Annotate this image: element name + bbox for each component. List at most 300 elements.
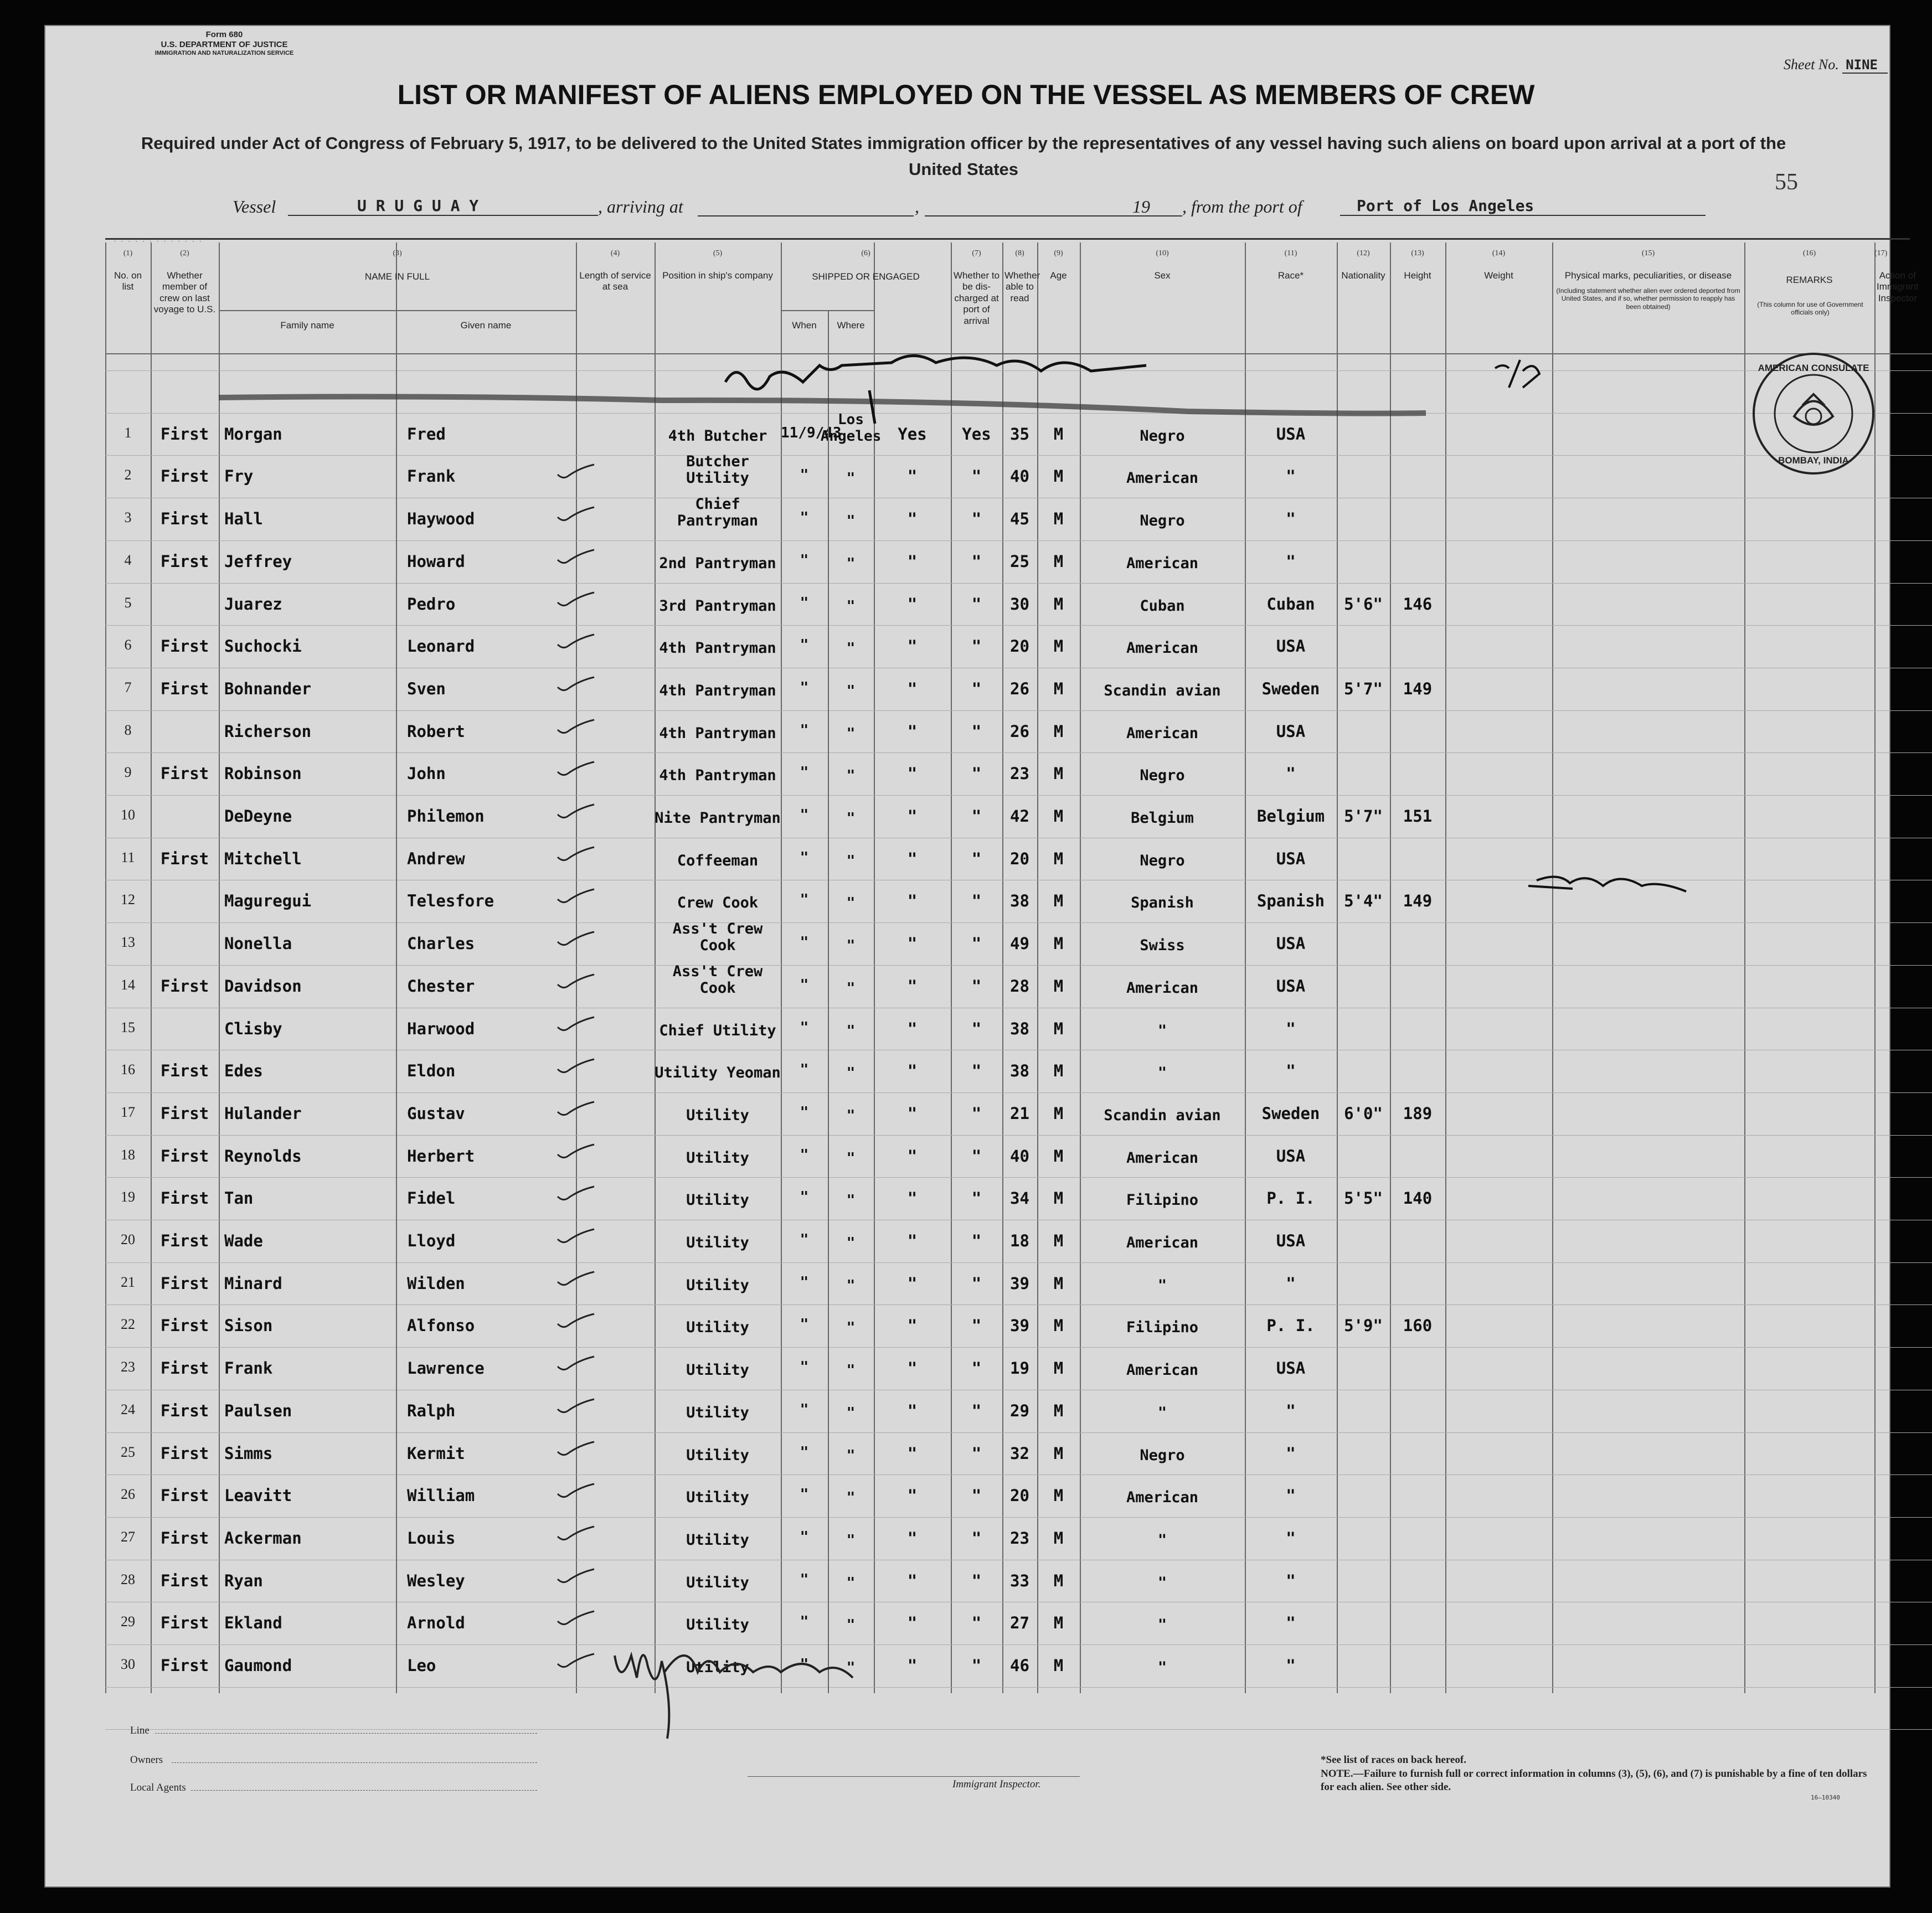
cell-d: "	[907, 467, 918, 486]
cell-nat: USA	[1276, 849, 1306, 868]
cell-f: Davidson	[224, 976, 302, 996]
cell-wh: "	[846, 1617, 856, 1634]
signature-stroke	[615, 1655, 853, 1739]
footnote-text: NOTE.—Failure to furnish full or correct information in columns (3), (5), (6), and (7) is punishable by a fine of ten dollars for each alien. See other side.	[1321, 1767, 1867, 1793]
cell-w: "	[800, 1189, 809, 1206]
cell-h: 5'6"	[1344, 594, 1383, 613]
cell-w: "	[800, 1571, 809, 1588]
cell-n: 28	[121, 1571, 135, 1587]
page-number: 55	[1775, 169, 1798, 195]
cell-w: "	[800, 1359, 809, 1376]
cell-w: "	[800, 679, 809, 696]
cell-a: 40	[1010, 1146, 1029, 1166]
cell-f: Suchocki	[224, 637, 302, 656]
cell-a: 20	[1010, 1486, 1029, 1505]
column-number-13: (13)	[1411, 249, 1424, 257]
cell-m: First	[160, 1613, 209, 1633]
cell-w: "	[800, 1019, 809, 1036]
subheader-where: Where	[837, 320, 865, 331]
cell-w: "	[800, 891, 809, 909]
cell-race: Filipino	[1126, 1319, 1199, 1337]
cell-wh: Los Angeles	[820, 411, 882, 445]
from-port: Port of Los Angeles	[1340, 197, 1706, 216]
page-title: LIST OR MANIFEST OF ALIENS EMPLOYED ON THE VESSEL AS MEMBERS OF CREW	[397, 79, 1535, 110]
cell-wh: "	[846, 1065, 856, 1082]
cell-w: "	[800, 1273, 809, 1291]
cell-p: 4th Pantryman	[659, 724, 776, 742]
cell-n: 3	[124, 509, 132, 526]
cell-m: First	[160, 424, 209, 444]
cell-r: "	[971, 1019, 982, 1038]
cell-w: "	[800, 764, 809, 781]
cell-r: "	[971, 509, 982, 529]
cell-nat: P. I.	[1266, 1316, 1315, 1336]
cell-n: 19	[121, 1189, 135, 1205]
cell-wt: 151	[1403, 807, 1433, 826]
cell-f: Fry	[224, 467, 254, 486]
cell-g: Andrew	[407, 849, 465, 868]
cell-nat: USA	[1276, 976, 1306, 996]
cell-s: M	[1053, 1231, 1064, 1250]
footnote	[1321, 1754, 1874, 1795]
cell-wh: "	[846, 852, 856, 869]
cell-race: Scandin avian	[1104, 1106, 1221, 1124]
cell-race: Cuban	[1140, 597, 1185, 615]
footnote-races: *See list of races on back hereof.	[1321, 1754, 1466, 1766]
cell-race: Spanish	[1131, 894, 1194, 912]
cell-s: M	[1053, 1359, 1064, 1378]
cell-g: Arnold	[407, 1613, 465, 1633]
cell-r: "	[971, 1656, 982, 1675]
cell-n: 1	[124, 424, 132, 441]
cell-wh: "	[846, 1532, 856, 1549]
cell-p: Utility Yeoman	[655, 1064, 781, 1082]
cell-s: M	[1053, 1316, 1064, 1336]
cell-race: "	[1157, 1022, 1167, 1039]
cell-f: Ackerman	[224, 1528, 302, 1548]
cell-wh: "	[846, 513, 856, 530]
column-number-15: (15)	[1641, 249, 1655, 257]
cell-nat: USA	[1276, 424, 1306, 444]
inspector-signature-line	[748, 1776, 1080, 1777]
cell-race: Negro	[1140, 512, 1185, 530]
column-header-read: Whether able to read	[1004, 270, 1040, 303]
cell-s: M	[1053, 849, 1064, 868]
cell-d: "	[907, 807, 918, 826]
column-number-2: (2)	[180, 249, 189, 257]
cell-r: "	[971, 1401, 982, 1420]
column-number-16: (16)	[1802, 249, 1816, 257]
cell-r: "	[971, 1104, 982, 1123]
cell-g: Gustav	[407, 1104, 465, 1123]
cell-a: 23	[1010, 764, 1029, 783]
cell-race: "	[1157, 1404, 1167, 1421]
cell-r: "	[971, 1189, 982, 1208]
cell-p: Chief Pantryman	[677, 496, 759, 530]
cell-race: "	[1157, 1531, 1167, 1549]
action-note: (This column for use of Government officials only)	[1757, 301, 1863, 317]
cell-r: "	[971, 891, 982, 911]
cell-a: 32	[1010, 1443, 1029, 1463]
cell-p: 2nd Pantryman	[659, 554, 776, 572]
cell-wh: "	[846, 1489, 856, 1507]
cell-g: Frank	[407, 467, 456, 486]
cell-race: American	[1126, 640, 1199, 657]
cell-d: "	[907, 509, 918, 529]
cell-w: "	[800, 1443, 809, 1461]
cell-d: "	[907, 1656, 918, 1675]
cell-r: "	[971, 764, 982, 783]
cell-d: "	[907, 1273, 918, 1293]
cell-nat: Sweden	[1261, 679, 1320, 698]
column-header-height: Height	[1404, 270, 1431, 281]
cell-s: M	[1053, 424, 1064, 444]
cell-d: "	[907, 934, 918, 953]
cell-race: Negro	[1140, 852, 1185, 869]
cell-nat: Cuban	[1266, 594, 1315, 613]
cell-s: M	[1053, 1401, 1064, 1420]
cell-m: First	[160, 1656, 209, 1675]
cell-g: Wesley	[407, 1571, 465, 1590]
cell-g: Telesfore	[407, 891, 494, 911]
printer-mark: · · · · · · · · · · · · ·	[114, 239, 203, 245]
cell-d: "	[907, 1571, 918, 1590]
column-header-action: Action of Immigrant Inspector	[1877, 270, 1919, 303]
cell-s: M	[1053, 594, 1064, 613]
cell-race: "	[1157, 1574, 1167, 1591]
sheet-value: NINE	[1842, 57, 1888, 74]
handwriting-stroke	[1528, 877, 1686, 891]
cell-wh: "	[846, 937, 856, 955]
cell-p: 4th Pantryman	[659, 682, 776, 699]
cell-f: Paulsen	[224, 1401, 292, 1420]
column-header-nationality: Nationality	[1341, 270, 1385, 281]
cell-r: "	[971, 1061, 982, 1081]
cell-r: "	[971, 934, 982, 953]
cell-m: First	[160, 1273, 209, 1293]
cell-nat: USA	[1276, 1231, 1306, 1250]
column-number-10: (10)	[1156, 249, 1169, 257]
column-number-4: (4)	[610, 249, 620, 257]
form-number: Form 680	[205, 30, 243, 39]
from-label: , from the port of	[1182, 197, 1302, 216]
cell-n: 4	[124, 551, 132, 568]
cell-n: 9	[124, 764, 132, 781]
cell-p: Utility	[686, 1531, 749, 1549]
cell-p: Ass't Crew Cook	[672, 920, 763, 955]
service: IMMIGRATION AND NATURALIZATION SERVICE	[154, 50, 294, 56]
cell-p: Crew Cook	[677, 894, 759, 912]
cell-p: Utility	[686, 1446, 749, 1464]
cell-wh: "	[846, 1404, 856, 1421]
footer-agents-label: Local Agents	[130, 1782, 186, 1793]
cell-d: "	[907, 1146, 918, 1166]
strike-through-line	[219, 396, 1426, 413]
cell-f: Ryan	[224, 1571, 263, 1590]
column-header-member: Whether member of crew on last voyage to U.S.	[153, 270, 216, 315]
cell-a: 35	[1010, 424, 1029, 444]
cell-a: 23	[1010, 1528, 1029, 1548]
cell-n: 16	[121, 1061, 135, 1078]
cell-s: M	[1053, 509, 1064, 529]
cell-nat: USA	[1276, 1359, 1306, 1378]
cell-race: Filipino	[1126, 1192, 1199, 1209]
cell-nat: "	[1286, 1656, 1296, 1675]
cell-wh: "	[846, 810, 856, 827]
column-number-7: (7)	[972, 249, 981, 257]
footer-owners-label: Owners	[130, 1754, 163, 1766]
cell-s: M	[1053, 467, 1064, 486]
cell-race: American	[1126, 554, 1199, 572]
cell-wh: "	[846, 1107, 856, 1124]
cell-d: "	[907, 721, 918, 741]
cell-p: 3rd Pantryman	[659, 597, 776, 615]
cell-a: 18	[1010, 1231, 1029, 1250]
cell-s: M	[1053, 891, 1064, 911]
column-header-name: NAME IN FULL	[364, 271, 430, 282]
cell-wh: "	[846, 1447, 856, 1464]
cell-nat: USA	[1276, 934, 1306, 953]
cell-p: Utility	[686, 1659, 749, 1676]
cell-a: 49	[1010, 934, 1029, 953]
cell-n: 6	[124, 637, 132, 653]
footer-owners-field	[172, 1762, 537, 1763]
cell-race: American	[1126, 1149, 1199, 1167]
cell-w: "	[800, 594, 809, 611]
cell-p: Utility	[686, 1574, 749, 1591]
department: U.S. DEPARTMENT OF JUSTICE	[161, 40, 288, 49]
cell-d: "	[907, 1359, 918, 1378]
cell-f: Gaumond	[224, 1656, 292, 1675]
cell-g: William	[407, 1486, 475, 1505]
cell-n: 2	[124, 467, 132, 483]
cell-nat: USA	[1276, 721, 1306, 741]
cell-g: Howard	[407, 551, 465, 571]
cell-g: Alfonso	[407, 1316, 475, 1336]
cell-r: "	[971, 1273, 982, 1293]
cell-n: 12	[121, 891, 135, 908]
cell-w: "	[800, 934, 809, 951]
cell-a: 39	[1010, 1316, 1029, 1336]
cell-d: "	[907, 849, 918, 868]
cell-nat: USA	[1276, 1146, 1306, 1166]
cell-nat: Spanish	[1256, 891, 1325, 911]
cell-wh: "	[846, 895, 856, 912]
cell-g: Leo	[407, 1656, 436, 1675]
handwriting-stroke	[869, 390, 875, 424]
cell-a: 33	[1010, 1571, 1029, 1590]
cell-nat: "	[1286, 1273, 1296, 1293]
cell-p: Utility	[686, 1404, 749, 1421]
cell-w: "	[800, 807, 809, 823]
column-number-14: (14)	[1492, 249, 1506, 257]
cell-g: Haywood	[407, 509, 475, 529]
cell-n: 10	[121, 807, 135, 823]
column-number-11: (11)	[1284, 249, 1297, 257]
cell-w: "	[800, 1146, 809, 1163]
cell-g: Pedro	[407, 594, 456, 613]
cell-race: American	[1126, 724, 1199, 742]
cell-d: "	[907, 1443, 918, 1463]
cell-s: M	[1053, 637, 1064, 656]
cell-race: American	[1126, 470, 1199, 487]
sheet-label: Sheet No.	[1784, 56, 1839, 73]
cell-h: 5'5"	[1344, 1189, 1383, 1208]
cell-d: "	[907, 891, 918, 911]
cell-a: 20	[1010, 849, 1029, 868]
cell-r: "	[971, 1571, 982, 1590]
cell-wh: "	[846, 1319, 856, 1337]
cell-m: First	[160, 509, 209, 529]
subheader-family: Family name	[280, 320, 334, 331]
cell-a: 26	[1010, 721, 1029, 741]
cell-m: First	[160, 1528, 209, 1548]
cell-wh: "	[846, 1149, 856, 1167]
cell-g: Robert	[407, 721, 465, 741]
cell-s: M	[1053, 551, 1064, 571]
cell-race: "	[1157, 1276, 1167, 1294]
cell-p: Utility	[686, 1362, 749, 1379]
cell-n: 17	[121, 1104, 135, 1120]
cell-g: Fidel	[407, 1189, 456, 1208]
cell-nat: "	[1286, 467, 1296, 486]
cell-m: First	[160, 849, 209, 868]
cell-nat: "	[1286, 551, 1296, 571]
cell-r: "	[971, 1528, 982, 1548]
cell-a: 21	[1010, 1104, 1029, 1123]
cell-p: Ass't Crew Cook	[672, 962, 763, 997]
cell-g: Herbert	[407, 1146, 475, 1166]
cell-n: 20	[121, 1231, 135, 1247]
cell-a: 40	[1010, 467, 1029, 486]
cell-f: Richerson	[224, 721, 312, 741]
cell-s: M	[1053, 1656, 1064, 1675]
cell-n: 15	[121, 1019, 135, 1035]
cell-s: M	[1053, 679, 1064, 698]
cell-a: 34	[1010, 1189, 1029, 1208]
cell-w: "	[800, 1613, 809, 1631]
cell-p: Utility	[686, 1616, 749, 1634]
cell-s: M	[1053, 721, 1064, 741]
cell-w: "	[800, 1231, 809, 1248]
cell-g: Charles	[407, 934, 475, 953]
cell-p: Utility	[686, 1192, 749, 1209]
cell-n: 26	[121, 1486, 135, 1503]
cell-wt: 160	[1403, 1316, 1433, 1336]
cell-r: "	[971, 551, 982, 571]
cell-nat: "	[1286, 1571, 1296, 1590]
vessel-name: U R U G U A Y	[288, 197, 598, 216]
cell-d: "	[907, 1061, 918, 1081]
cell-p: Utility	[686, 1149, 749, 1167]
cell-f: Edes	[224, 1061, 263, 1081]
cell-a: 20	[1010, 637, 1029, 656]
cell-d: "	[907, 1104, 918, 1123]
cell-g: Ralph	[407, 1401, 456, 1420]
cell-h: 5'9"	[1344, 1316, 1383, 1336]
cell-f: Morgan	[224, 424, 282, 444]
cell-w: 11/9/43	[781, 424, 842, 441]
cell-nat: "	[1286, 1443, 1296, 1463]
cell-f: Mitchell	[224, 849, 302, 868]
column-header-length: Length of service at sea	[579, 270, 651, 292]
cell-h: 5'7"	[1344, 807, 1383, 826]
cell-m: First	[160, 551, 209, 571]
cell-r: "	[971, 1316, 982, 1336]
cell-n: 18	[121, 1146, 135, 1163]
cell-nat: "	[1286, 764, 1296, 783]
cell-r: "	[971, 1359, 982, 1378]
cell-d: "	[907, 764, 918, 783]
cell-wh: "	[846, 1362, 856, 1379]
cell-wh: "	[846, 640, 856, 657]
cell-w: "	[800, 1486, 809, 1503]
cell-n: 27	[121, 1528, 135, 1545]
cell-d: "	[907, 1486, 918, 1505]
cell-m: First	[160, 679, 209, 698]
footer-line-field	[155, 1733, 537, 1734]
cell-g: Eldon	[407, 1061, 456, 1081]
cell-w: "	[800, 721, 809, 739]
cell-nat: Sweden	[1261, 1104, 1320, 1123]
cell-m: First	[160, 1359, 209, 1378]
cell-wt: 146	[1403, 594, 1433, 613]
cell-a: 25	[1010, 551, 1029, 571]
cell-n: 13	[121, 934, 135, 951]
cell-wh: "	[846, 682, 856, 699]
cell-race: "	[1157, 1659, 1167, 1676]
cell-m: First	[160, 637, 209, 656]
cell-a: 28	[1010, 976, 1029, 996]
cell-s: M	[1053, 1571, 1064, 1590]
cell-nat: P. I.	[1266, 1189, 1315, 1208]
cell-s: M	[1053, 807, 1064, 826]
cell-g: Lloyd	[407, 1231, 456, 1250]
cell-w: "	[800, 467, 809, 484]
cell-n: 5	[124, 594, 132, 611]
cell-wh: "	[846, 1277, 856, 1294]
cell-s: M	[1053, 1443, 1064, 1463]
cell-s: M	[1053, 1146, 1064, 1166]
cell-d: Yes	[898, 424, 927, 444]
cell-s: M	[1053, 1019, 1064, 1038]
cell-w: "	[800, 1401, 809, 1418]
cell-p: Chief Utility	[659, 1022, 776, 1039]
cell-wt: 149	[1403, 679, 1433, 698]
cell-f: Hulander	[224, 1104, 302, 1123]
column-header-physical: Physical marks, peculiarities, or disease	[1564, 270, 1732, 281]
cell-w: "	[800, 849, 809, 866]
cell-wh: "	[846, 767, 856, 785]
cell-race: Swiss	[1140, 937, 1185, 955]
cell-race: Scandin avian	[1104, 682, 1221, 699]
cell-w: "	[800, 551, 809, 569]
cell-wh: "	[846, 979, 856, 997]
footer-agents-field	[191, 1790, 537, 1791]
cell-f: Clisby	[224, 1019, 282, 1038]
column-header-remarks: REMARKS	[1786, 275, 1833, 285]
cell-g: Kermit	[407, 1443, 465, 1463]
cell-a: 26	[1010, 679, 1029, 698]
cell-n: 8	[124, 721, 132, 738]
inspector-label: Immigrant Inspector.	[952, 1778, 1041, 1790]
cell-w: "	[800, 1656, 809, 1673]
cell-nat: "	[1286, 1486, 1296, 1505]
cell-g: Leonard	[407, 637, 475, 656]
cell-f: Wade	[224, 1231, 263, 1250]
cell-r: "	[971, 1613, 982, 1633]
cell-nat: Belgium	[1256, 807, 1325, 826]
